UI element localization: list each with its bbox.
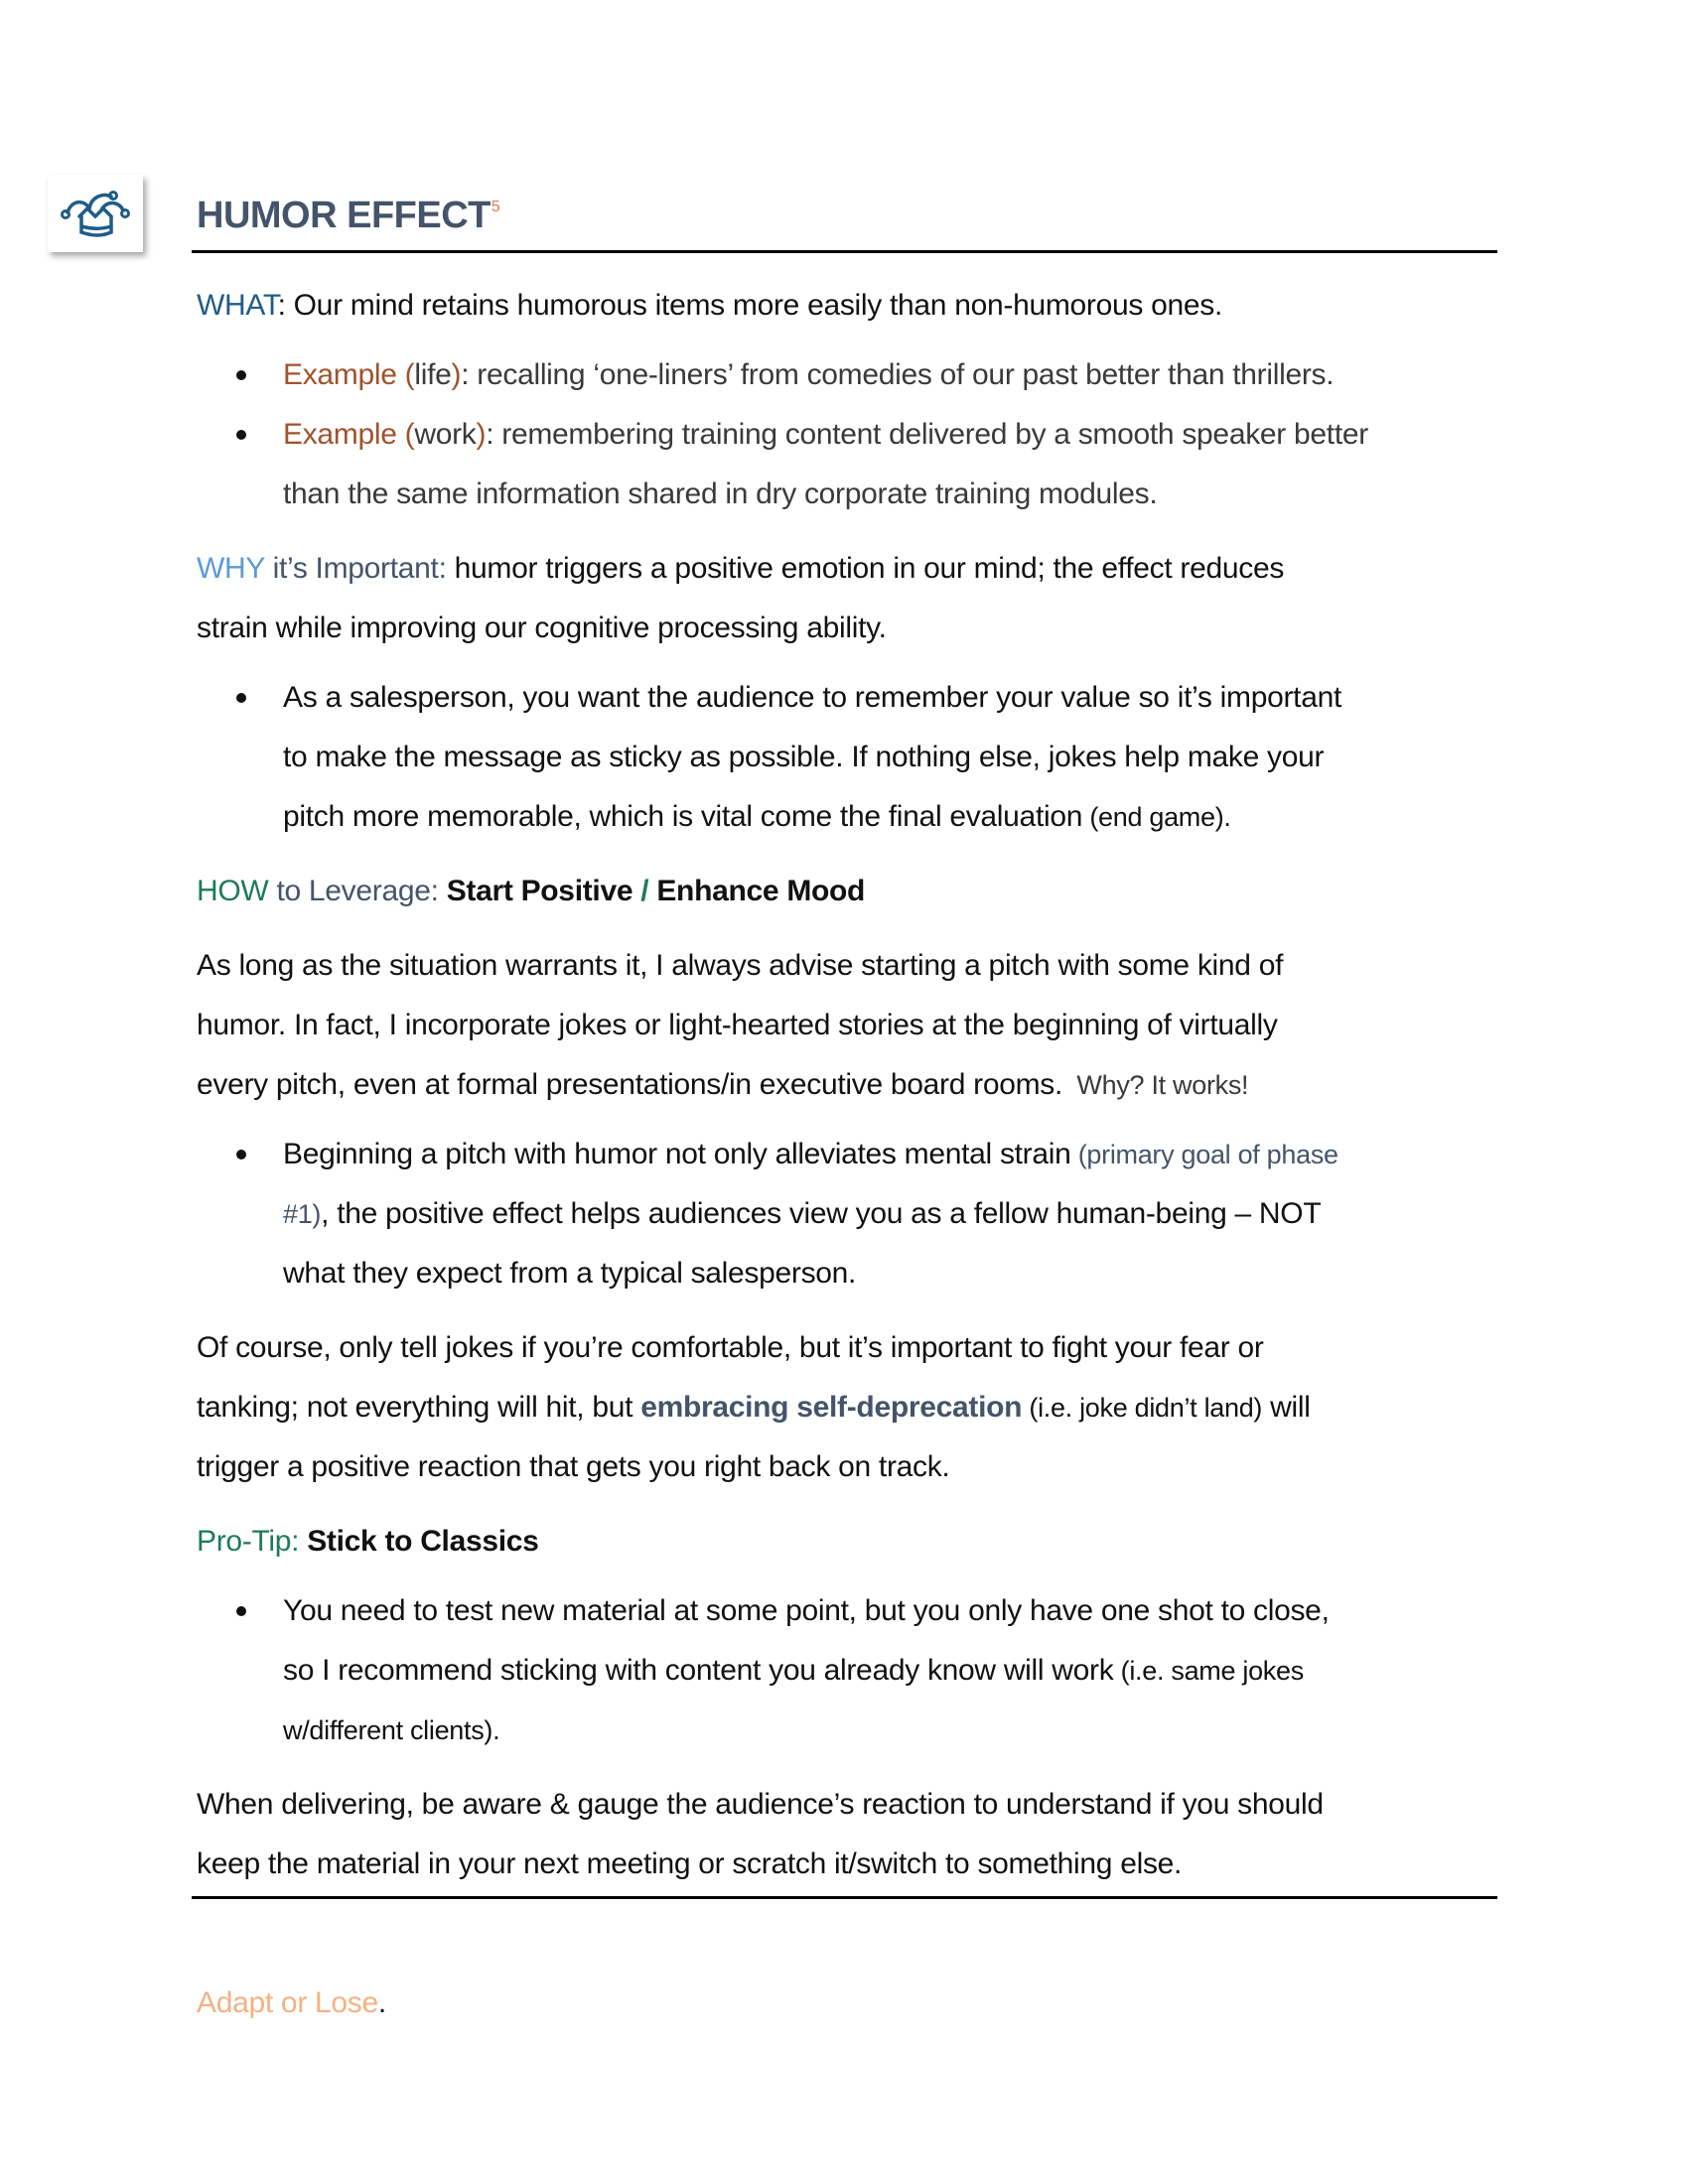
why-text: humor triggers a positive emotion in our mind; the effect reduces (446, 552, 1285, 585)
how-para-aside: Why? It works! (1062, 1070, 1249, 1100)
how-bullet-aside-cont: #1) (283, 1199, 322, 1229)
footnote-ref[interactable]: 5 (491, 199, 500, 215)
footer-tagline (197, 1983, 386, 2023)
why-bullet-line-1: As a salesperson, you want the audience to remember your value so it’s important (283, 681, 1342, 714)
example-text: : remembering training content delivered by a smooth speaker better (486, 418, 1368, 451)
closing-line-2: keep the material in your next meeting or scratch it/switch to something else. (197, 1847, 1183, 1880)
example-close: ) (476, 418, 487, 451)
closing-line-1: When delivering, be aware & gauge the audience’s reaction to understand if you should (197, 1788, 1324, 1821)
how-bullet-line-3: what they expect from a typical salesperson. (283, 1257, 857, 1290)
what-line (197, 286, 1222, 326)
how-para-line-3 (197, 1065, 1248, 1105)
protip-bullet-line-2 (283, 1651, 1304, 1691)
how-bullet-line-2 (283, 1194, 1321, 1234)
why-label-rest: it’s Important: (264, 552, 447, 585)
course-text-end: will (1262, 1391, 1311, 1424)
why-bullet-line-2: to make the message as sticky as possible. If nothing else, jokes help make your (283, 741, 1325, 773)
title-text: HUMOR EFFECT (197, 195, 491, 236)
why-bullet-aside: (end game). (1082, 802, 1231, 832)
how-bullet-text: Beginning a pitch with humor not only alleviates mental strain (283, 1138, 1071, 1170)
example-tag: life (414, 358, 452, 391)
tagline-text: Adapt or Lose (197, 1986, 378, 2019)
course-emphasis: embracing self-deprecation (640, 1391, 1023, 1424)
why-label: WHY (197, 552, 265, 585)
protip-topic: Stick to Classics (299, 1525, 539, 1558)
jester-hat-icon (58, 187, 133, 242)
example-work-cont: than the same information shared in dry corporate training modules. (283, 478, 1158, 510)
course-aside: (i.e. joke didn’t land) (1022, 1393, 1263, 1423)
example-tag: work (414, 418, 477, 451)
why-bullet-line-3 (283, 797, 1231, 837)
example-life (283, 355, 1334, 395)
protip-bullet-text: so I recommend sticking with content you already know will work (283, 1654, 1114, 1687)
course-line-2 (197, 1388, 1311, 1428)
tagline-period: . (377, 1986, 386, 2019)
protip-bullet-line-3: w/different clients). (283, 1715, 500, 1745)
how-label: HOW (197, 875, 269, 907)
example-label: Example ( (283, 418, 415, 451)
what-text: : Our mind retains humorous items more easily than non-humorous ones. (277, 289, 1222, 322)
how-topic-b: Enhance Mood (656, 875, 866, 907)
example-text: : recalling ‘one-liners’ from comedies of our past better than thrillers. (461, 358, 1335, 391)
example-work (283, 415, 1368, 455)
jester-hat-icon-box (48, 175, 143, 252)
example-label: Example ( (283, 358, 415, 391)
bullet-dot (236, 1150, 246, 1160)
how-para-line-2: humor. In fact, I incorporate jokes or light-hearted stories at the beginning of virtually (197, 1009, 1278, 1041)
why-line-1 (197, 549, 1284, 589)
protip-bullet-aside: (i.e. same jokes (1113, 1656, 1304, 1686)
how-bullet-text-2: , the positive effect helps audiences view you as a fellow human-being – NOT (321, 1197, 1322, 1230)
why-line-2: strain while improving our cognitive processing ability. (197, 612, 887, 644)
how-bullet-line-1 (283, 1135, 1338, 1174)
course-text: tanking; not everything will hit, but (197, 1391, 641, 1424)
how-topic-a: Start Positive (438, 875, 633, 907)
bullet-dot (236, 693, 246, 703)
course-line-3: trigger a positive reaction that gets you right back on track. (197, 1450, 950, 1483)
bullet-dot (236, 1606, 246, 1616)
bullet-dot (236, 370, 246, 380)
protip-heading (197, 1522, 539, 1562)
what-label: WHAT (197, 289, 278, 322)
why-bullet-text: pitch more memorable, which is vital come the final evaluation (283, 800, 1083, 833)
header-rule (192, 250, 1497, 253)
page-title (197, 195, 499, 237)
course-line-1: Of course, only tell jokes if you’re comfortable, but it’s important to fight your fear or (197, 1331, 1264, 1364)
how-para-text: every pitch, even at formal presentations/in executive board rooms. (197, 1068, 1063, 1101)
protip-label: Pro-Tip: (197, 1525, 300, 1558)
bullet-dot (236, 430, 246, 440)
example-close: ) (451, 358, 462, 391)
footer-rule (192, 1896, 1497, 1899)
how-para-line-1: As long as the situation warrants it, I always advise starting a pitch with some kind of (197, 949, 1284, 982)
how-slash: / (633, 875, 657, 907)
how-label-rest: to Leverage: (268, 875, 439, 907)
how-heading (197, 872, 865, 911)
protip-bullet-line-1: You need to test new material at some point, but you only have one shot to close, (283, 1594, 1330, 1627)
how-bullet-aside: (primary goal of phase (1070, 1140, 1338, 1169)
